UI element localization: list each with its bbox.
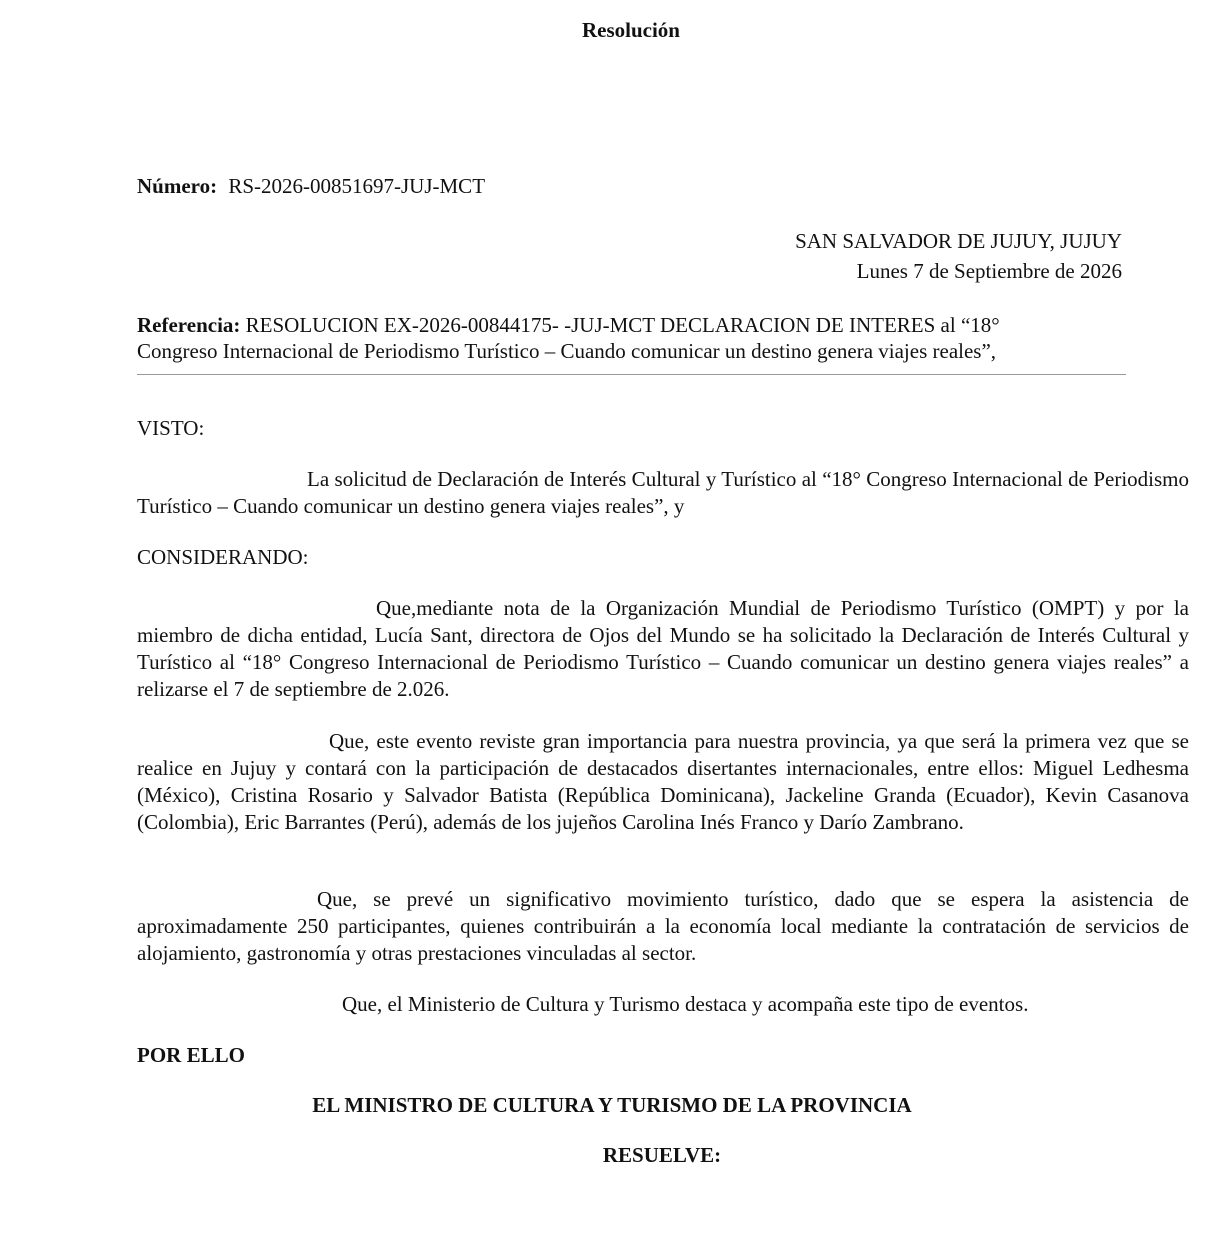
- considerando-paragraph-1: Que,mediante nota de la Organización Mundial de Periodismo Turístico (OMPT) y por la miembro de dicha entidad, Lucía Sant, directora de Ojos del Mundo se ha solicitado la Declaración de Interés Cultural y Turístico al “18° Congreso Internacional de Periodismo Turístico – Cuando comunicar un destino genera viajes reales” a relizarse el 7 de septiembre de 2.026.: [137, 596, 1189, 701]
- numero-line: [137, 173, 485, 200]
- location-line: SAN SALVADOR DE JUJUY, JUJUY: [795, 229, 1122, 253]
- resuelve-heading: RESUELVE:: [602, 1143, 722, 1167]
- considerando-paragraph-4: Que, el Ministerio de Cultura y Turismo destaca y acompaña este tipo de eventos.: [342, 992, 1029, 1016]
- header-divider: [137, 374, 1126, 375]
- referencia-line-2: Congreso Internacional de Periodismo Turístico – Cuando comunicar un destino genera viajes reales”,: [137, 339, 997, 363]
- visto-paragraph: La solicitud de Declaración de Interés Cultural y Turístico al “18° Congreso Internacional de Periodismo Turístico – Cuando comunicar un destino genera viajes reales”, y: [137, 467, 1189, 518]
- numero-value: RS-2026-00851697-JUJ-MCT: [228, 174, 486, 198]
- considerando-heading: CONSIDERANDO:: [137, 545, 309, 569]
- por-ello-heading: POR ELLO: [137, 1043, 245, 1067]
- referencia-text-1: RESOLUCION EX-2026-00844175- -JUJ-MCT DECLARACION DE INTERES al “18°: [245, 313, 1000, 337]
- visto-heading: VISTO:: [137, 416, 205, 440]
- date-line: Lunes 7 de Septiembre de 2026: [856, 259, 1122, 283]
- referencia-label: Referencia:: [137, 313, 241, 337]
- considerando-paragraph-2: Que, este evento reviste gran importancia para nuestra provincia, ya que será la primera vez que se realice en Jujuy y contará con la participación de destacados disertantes internacionales, entre ellos: Miguel Ledhesma (México), Cristina Rosario y Salvador Batista (República Dominicana), Jackeline Granda (Ecuador), Kevin Casanova (Colombia), Eric Barrantes (Perú), además de los jujeños Carolina Inés Franco y Darío Zambrano.: [137, 729, 1189, 834]
- considerando-paragraph-3: Que, se prevé un significativo movimiento turístico, dado que se espera la asistencia de aproximadamente 250 participantes, quienes contribuirán a la economía local mediante la contratación de servicios de alojamiento, gastronomía y otras prestaciones vinculadas al sector.: [137, 887, 1189, 965]
- authority-heading: EL MINISTRO DE CULTURA Y TURISMO DE LA PROVINCIA: [312, 1093, 912, 1117]
- document-title: Resolución: [581, 18, 680, 42]
- numero-label: Número:: [137, 174, 218, 198]
- referencia-line-1: [137, 312, 1000, 339]
